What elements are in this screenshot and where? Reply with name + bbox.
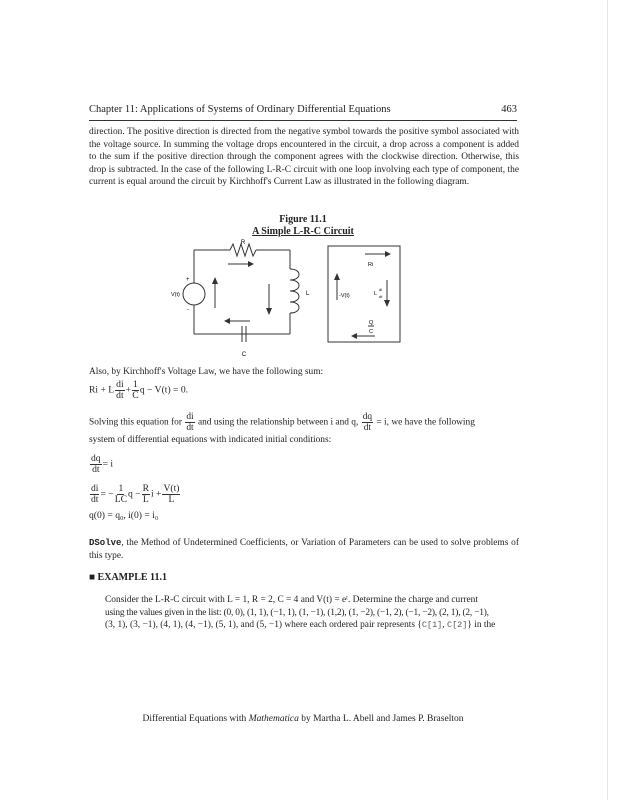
voltage-source-circle	[183, 283, 205, 305]
capacitor-label: C	[241, 352, 247, 358]
neg-v-arrow	[334, 273, 340, 280]
page-edge	[607, 0, 608, 800]
eq1-didt: $\frac{di}{dt}$	[116, 379, 124, 401]
figure-label: Figure 11.1	[279, 214, 327, 225]
inductor-coil	[290, 269, 299, 313]
chapter-title: Chapter 11: Applications of Systems of Ordinary Differential Equations	[89, 104, 391, 115]
q-label: Q	[368, 320, 374, 326]
figure-title	[89, 214, 517, 238]
methods-paragraph: DSolve, the Method of Undetermined Coefficients, or Variation of Parameters can be used to solve problems of this type.	[89, 538, 519, 561]
circuit-diagram	[150, 236, 450, 362]
dsolve-code: DSolve	[89, 538, 122, 548]
example-title: EXAMPLE 11.1	[97, 572, 167, 583]
system-eq-a: $\frac{dq}{dt}$ = i	[91, 453, 114, 475]
eq1-plus: +	[125, 384, 132, 396]
arrow-down-right	[266, 308, 272, 315]
didt-num: di	[379, 287, 383, 292]
intro-paragraph: direction. The positive direction is directed from the negative symbol towards the positive symbol associated with the voltage source. In summing the voltage drops encountered in the circuit, a drop across a component is added to the sum if the positive direction through the component agrees with the clockwise direction. Otherwise, this drop is subtracted. In the case of the following L-R-C circuit with one loop involving each type of component, the current is equal around the circuit by Kirchhoff's Current Law as illustrated in the following diagram.	[89, 127, 519, 188]
example-line-3: (3, 1), (3, −1), (4, 1), (4, −1), (5, 1), and (5, −1) where each ordered pair represents {C[1], C[2]} in the	[105, 620, 496, 631]
system-eq-b: $\frac{di}{dt}$ = − $\frac{1}{LC}$ q − $\frac{R}{L}$ i + $\frac{V(t)}{L}$	[91, 483, 180, 505]
resistor-label: R	[240, 240, 246, 246]
solving-paragraph: Solving this equation for $\frac{di}{dt}$ and using the relationship between i and q, $\frac{dq}{dt}$ = i, we have the following system of differential equations with indicated initial conditions:	[89, 412, 475, 445]
kvl-intro: Also, by Kirchhoff's Voltage Law, we have the following sum:	[89, 367, 324, 377]
eq1-lhs: Ri + L	[89, 384, 115, 396]
source-plus: +	[186, 277, 190, 283]
l-label: L	[374, 291, 378, 297]
arrow-right-top	[248, 261, 254, 267]
ldi-arrow	[384, 300, 390, 307]
example-paragraph	[105, 594, 519, 632]
qc-arrow	[351, 333, 357, 339]
running-header	[89, 104, 517, 115]
footer: Differential Equations with Mathematica by Martha L. Abell and James P. Braselton	[142, 714, 464, 724]
c-label: C	[369, 329, 373, 335]
eq1-rest: q − V(t) = 0.	[139, 384, 189, 396]
neg-v-label: -V(t)	[339, 293, 350, 299]
source-label: V(t)	[171, 292, 180, 298]
example-heading	[89, 572, 167, 583]
example-line-2: using the values given in the list: (0, 0), (1, 1), (−1, 1), (1, −1), (1,2), (1, −2), (−1, 2), (−1, −2), (2, 1), (2, −1),	[105, 607, 489, 618]
example-line-1: Consider the L-R-C circuit with L = 1, R = 2, C = 4 and V(t) = eᵗ. Determine the charge and current	[105, 595, 478, 605]
arrow-up-left	[212, 277, 218, 284]
page-number: 463	[501, 104, 517, 115]
example-marker: ■	[89, 572, 96, 583]
arrow-left-bottom	[224, 318, 230, 324]
didt-den: dt	[379, 294, 383, 299]
ri-label: Ri	[368, 262, 374, 268]
eq1-oneoverc: $\frac{1}{C}$	[132, 379, 139, 401]
ri-arrow	[385, 251, 391, 257]
header-rule	[89, 120, 517, 121]
equation-kvl	[89, 380, 188, 401]
source-minus: -	[187, 307, 189, 313]
inductor-label: L	[306, 291, 310, 297]
initial-conditions: q(0) = q₀, i(0) = i₀	[89, 510, 159, 521]
figure-caption: A Simple L-R-C Circuit	[252, 226, 354, 237]
